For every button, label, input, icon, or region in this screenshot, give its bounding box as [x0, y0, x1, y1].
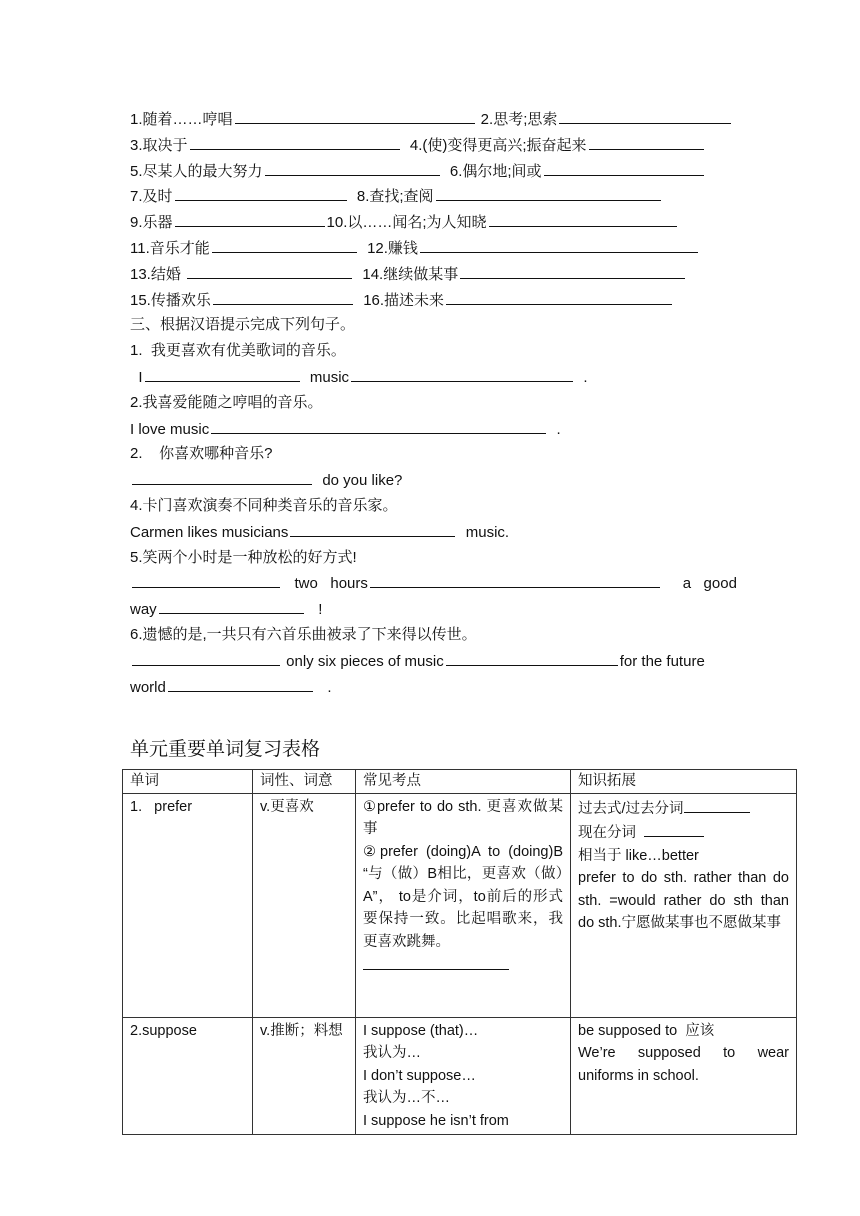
- answer-blank[interactable]: [544, 158, 704, 176]
- line-text: 1.随着……哼唱: [130, 111, 233, 128]
- line-text: !: [305, 601, 323, 619]
- answer-blank[interactable]: [363, 953, 509, 970]
- extension-text: We’re supposed to wear uniforms in school.: [578, 1045, 794, 1084]
- line-text: 11.音乐才能: [130, 239, 210, 257]
- header-cell: 知识拓展: [571, 770, 797, 794]
- table-title: 单元重要单词复习表格: [130, 739, 321, 760]
- line-text: 1. 我更喜欢有优美歌词的音乐。: [130, 342, 346, 360]
- line-text: 3.取决于: [130, 136, 188, 154]
- answer-blank[interactable]: [644, 820, 704, 837]
- answer-blank[interactable]: [213, 287, 353, 305]
- key-point-text: 我认为…: [363, 1045, 421, 1061]
- line-text: music: [301, 368, 350, 386]
- line-text: .: [575, 368, 588, 386]
- key-point-text: I don’t suppose…: [363, 1067, 476, 1084]
- vocabulary-review-table: [122, 769, 797, 1135]
- answer-blank[interactable]: [446, 648, 618, 666]
- answer-blank[interactable]: [159, 596, 304, 614]
- answer-blank[interactable]: [420, 235, 698, 253]
- sentence-line: [130, 674, 730, 700]
- line-text: 4.(使)变得更高兴;振奋起来: [401, 136, 587, 154]
- line-text: 9.乐器: [130, 214, 173, 232]
- line-text: 2.我喜爱能随之哼唱的音乐。: [130, 393, 323, 411]
- answer-blank[interactable]: [265, 158, 440, 176]
- word-cell: 1. prefer: [123, 793, 253, 1017]
- word-cell: 2.suppose: [123, 1017, 253, 1135]
- answer-blank[interactable]: [460, 261, 685, 279]
- answer-blank[interactable]: [351, 364, 573, 382]
- answer-blank[interactable]: [290, 519, 455, 537]
- extension-text: 现在分词: [578, 825, 645, 841]
- answer-blank[interactable]: [175, 183, 347, 201]
- answer-blank[interactable]: [589, 132, 704, 150]
- answer-blank[interactable]: [235, 106, 475, 124]
- key-point-text: I suppose he isn’t from: [363, 1112, 509, 1129]
- vocab-line: [130, 235, 730, 261]
- vocab-line: [130, 287, 730, 313]
- extension-text: be supposed to 应该: [578, 1022, 715, 1039]
- extension-text: prefer to do sth. rather than do sth. =would rather do sth than do sth.宁愿做某事也不愿做某事: [578, 870, 794, 931]
- line-text: I love music: [130, 420, 210, 438]
- extension-line: [578, 845, 789, 868]
- line-text: .: [548, 420, 561, 438]
- line-text: world: [130, 678, 166, 696]
- exercise-page: [130, 106, 737, 699]
- extension-line: [578, 867, 794, 935]
- section-heading: 三、根据汉语提示完成下列句子。: [130, 316, 356, 334]
- answer-blank[interactable]: [187, 261, 352, 279]
- line-text: 5.尽某人的最大努力: [130, 162, 263, 180]
- sentence-line: [130, 622, 730, 648]
- extension-text: 相当于 like…better: [578, 847, 699, 864]
- answer-blank[interactable]: [436, 183, 661, 201]
- key-points-cell: [356, 793, 571, 1017]
- header-cell: 单词: [123, 770, 253, 794]
- key-point-text: I suppose (that)…: [363, 1022, 479, 1039]
- vocab-line: [130, 106, 730, 132]
- answer-blank[interactable]: [145, 364, 300, 382]
- answer-blank[interactable]: [132, 570, 280, 588]
- answer-blank[interactable]: [132, 467, 312, 485]
- line-text: 4.卡门喜欢演奏不同种类音乐的音乐家。: [130, 496, 398, 514]
- answer-blank[interactable]: [489, 209, 677, 227]
- key-point-text: ①prefer to do sth. 更喜欢做某事: [363, 798, 563, 837]
- sentence-line: [130, 364, 730, 390]
- vocab-line: [130, 158, 730, 184]
- vocabulary-list: [130, 106, 730, 312]
- answer-blank[interactable]: [559, 106, 731, 124]
- line-text: 15.传播欢乐: [130, 291, 211, 309]
- extension-text: 过去式/过去分词: [578, 800, 684, 817]
- line-text: do you like?: [314, 472, 403, 490]
- answer-blank[interactable]: [684, 796, 750, 813]
- line-text: 6.偶尔地;间或: [441, 162, 542, 180]
- line-text: 16.描述未来: [354, 291, 445, 309]
- sentence-line: [130, 545, 730, 571]
- table-header-row: [123, 770, 797, 794]
- sentence-line: [130, 519, 730, 545]
- sentence-line: [130, 648, 730, 674]
- line-text: 2.思考;思索: [476, 111, 558, 128]
- table-row: [123, 793, 797, 1017]
- sentence-line: [130, 570, 737, 596]
- vocab-line: [130, 183, 730, 209]
- answer-blank[interactable]: [168, 674, 313, 692]
- extension-cell: [571, 793, 797, 1017]
- line-text: music.: [457, 523, 510, 541]
- part-of-speech-cell: v.推断；料想: [253, 1017, 356, 1135]
- line-text: 5.笑两个小时是一种放松的好方式!: [130, 548, 357, 566]
- extension-line: [578, 1020, 789, 1043]
- sentence-completion-section: [130, 312, 737, 699]
- line-text: two hours: [282, 575, 368, 593]
- sentence-line: [130, 390, 730, 416]
- answer-blank[interactable]: [212, 235, 357, 253]
- sentence-line: [130, 338, 730, 364]
- line-text: Carmen likes musicians: [130, 523, 289, 541]
- answer-blank[interactable]: [446, 287, 672, 305]
- key-point-text: 我认为…不…: [363, 1090, 450, 1106]
- line-text: 14.继续做某事: [354, 265, 459, 283]
- answer-blank[interactable]: [190, 132, 400, 150]
- extension-line: [578, 1042, 794, 1087]
- vocab-line: [130, 209, 730, 235]
- line-text: 7.及时: [130, 188, 173, 206]
- line-text: 2. 你喜欢哪种音乐?: [130, 445, 273, 463]
- vocab-line: [130, 261, 730, 287]
- key-point-text: ②prefer (doing)A to (doing)B “与（做）B相比，更喜欢（做）A”， to是介词，to前后的形式要保持一致。比起唱歌来，我更喜欢跳舞。: [363, 843, 563, 950]
- sentence-line: [130, 441, 730, 467]
- line-text: 12.赚钱: [358, 239, 418, 257]
- sentence-line: [130, 467, 730, 493]
- extension-cell: [571, 1017, 797, 1135]
- vocab-line: [130, 132, 730, 158]
- line-text: a good: [661, 575, 737, 593]
- table-row: [123, 1017, 797, 1135]
- line-text: for the future: [619, 652, 705, 670]
- answer-blank[interactable]: [175, 209, 325, 227]
- part-of-speech-cell: v.更喜欢: [253, 793, 356, 1017]
- answer-blank[interactable]: [132, 648, 280, 666]
- header-cell: 词性、词意: [253, 770, 356, 794]
- sentence-line: [130, 493, 730, 519]
- line-text: 13.结婚: [130, 265, 186, 283]
- header-cell: 常见考点: [356, 770, 571, 794]
- line-text: way: [130, 601, 157, 619]
- answer-blank[interactable]: [370, 570, 660, 588]
- line-text: I: [130, 368, 143, 386]
- line-text: 8.查找;查阅: [348, 188, 434, 206]
- extension-line: [578, 820, 789, 845]
- line-text: .: [314, 678, 332, 696]
- sentence-line: [130, 596, 730, 622]
- key-points-cell: [356, 1017, 571, 1135]
- extension-line: [578, 796, 789, 821]
- answer-blank[interactable]: [211, 416, 546, 434]
- sentence-line: [130, 416, 730, 442]
- line-text: 10.以……闻名;为人知晓: [326, 214, 487, 232]
- line-text: 6.遗憾的是,一共只有六首乐曲被录了下来得以传世。: [130, 625, 477, 643]
- line-text: only six pieces of music: [282, 652, 444, 670]
